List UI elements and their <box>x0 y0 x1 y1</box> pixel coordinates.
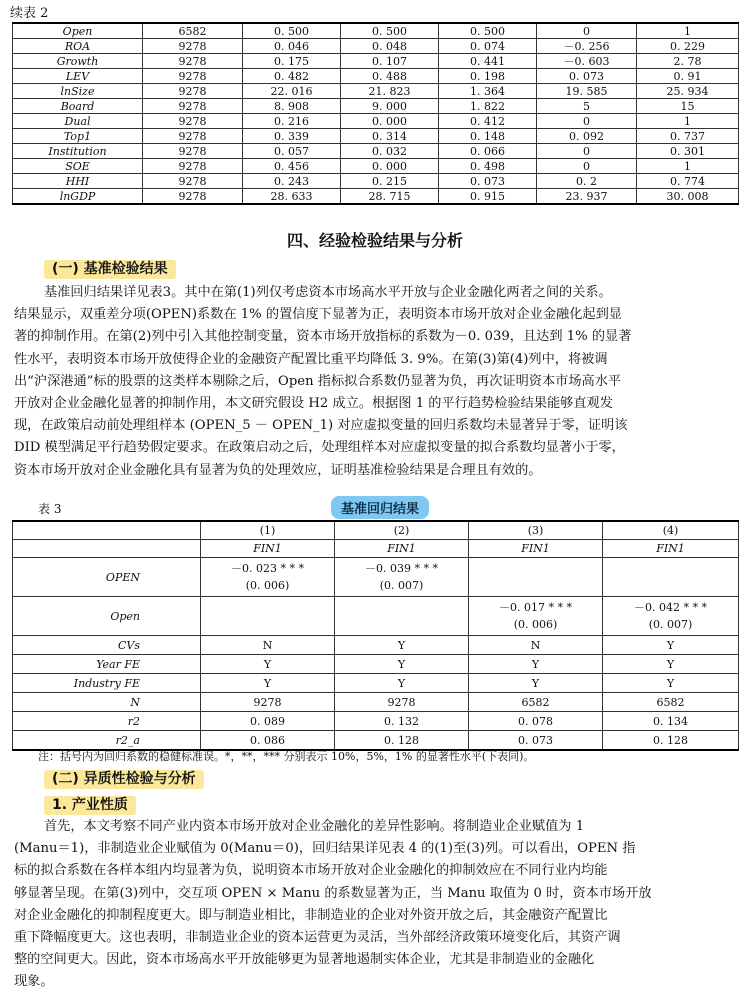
value-cell: 0. 128 <box>603 731 739 751</box>
standard-error: (0. 006) <box>513 618 558 631</box>
coefficient-value: －0. 017 * * * <box>499 601 572 614</box>
continued-table-label: 续表 2 <box>10 6 49 21</box>
stat-cell: 0. 000 <box>341 114 439 129</box>
stat-cell: 0. 91 <box>637 69 739 84</box>
stat-cell: 0 <box>537 23 637 39</box>
stat-cell: 9278 <box>143 114 243 129</box>
stat-cell: 0. 215 <box>341 174 439 189</box>
coefficient-cell <box>469 597 603 636</box>
stat-cell: 0. 500 <box>243 23 341 39</box>
row-label: OPEN <box>13 558 201 597</box>
stat-cell: 0. 482 <box>243 69 341 84</box>
row-label: r2 <box>13 712 201 731</box>
stat-cell: 9278 <box>143 99 243 114</box>
header-blank <box>13 521 201 540</box>
value-cell: Y <box>469 674 603 693</box>
table-row <box>13 540 739 558</box>
variable-name-cell: Board <box>13 99 143 114</box>
value-cell: Y <box>603 655 739 674</box>
variable-name-cell: Top1 <box>13 129 143 144</box>
variable-name-cell: Institution <box>13 144 143 159</box>
paragraph-line: 首先，本文考察不同产业内资本市场开放对企业金融化的差异性影响。将制造业企业赋值为 1 <box>44 819 585 834</box>
table-row <box>13 99 739 114</box>
table-row <box>13 39 739 54</box>
value-cell: Y <box>335 655 469 674</box>
value-cell: Y <box>603 636 739 655</box>
paragraph-line: 现象。 <box>14 974 54 990</box>
stat-cell: 9278 <box>143 69 243 84</box>
table-row <box>13 159 739 174</box>
stat-cell: 28. 715 <box>341 189 439 205</box>
row-label: CVs <box>13 636 201 655</box>
stat-cell: 0. 441 <box>439 54 537 69</box>
stat-cell: 0 <box>537 144 637 159</box>
table-row <box>13 693 739 712</box>
variable-name-cell: ROA <box>13 39 143 54</box>
stat-cell: 0. 046 <box>243 39 341 54</box>
variable-name-cell: HHI <box>13 174 143 189</box>
stat-cell: 0. 243 <box>243 174 341 189</box>
stat-cell: 0. 301 <box>637 144 739 159</box>
coefficient-cell <box>201 558 335 597</box>
table-row <box>13 655 739 674</box>
industry-paragraph <box>14 816 736 994</box>
subsection-heading-baseline <box>44 258 176 278</box>
paragraph-line: 整的空间更大。因此，资本市场高水平开放能够更为显著地遏制实体企业，尤其是非制造业的金融化 <box>14 952 595 968</box>
stat-cell: 9278 <box>143 174 243 189</box>
stat-cell: 0. 216 <box>243 114 341 129</box>
stat-cell: 0. 198 <box>439 69 537 84</box>
stat-cell: 0. 737 <box>637 129 739 144</box>
stat-cell: 2. 78 <box>637 54 739 69</box>
table-note: 注：括号内为回归系数的稳健标准误。*，**，*** 分别表示 10%，5%，1% 的显著性水平(下表同)。 <box>38 750 535 763</box>
paragraph-line: 资本市场开放对企业金融化具有显著为负的处理效应，证明基准检验结果是合理且有效的。 <box>14 462 542 478</box>
stat-cell: 0. 456 <box>243 159 341 174</box>
coefficient-cell <box>201 597 335 636</box>
column-number: (1) <box>201 521 335 540</box>
variable-name-cell: LEV <box>13 69 143 84</box>
coefficient-value: －0. 023 * * * <box>231 562 304 575</box>
table-row <box>13 189 739 205</box>
subsection-industry-label: 1. 产业性质 <box>44 796 136 815</box>
paragraph-line: 开放对企业金融化显著的抑制作用，本文研究假设 H2 成立。根据图 1 的平行趋势检验结果能够直观发 <box>14 396 613 412</box>
value-cell: 0. 073 <box>469 731 603 751</box>
paragraph-line: 著的抑制作用。在第(2)列中引入其他控制变量，资本市场开放指标的系数为－0. 039，且达到 1% 的显著 <box>14 329 632 345</box>
stat-cell: 0. 314 <box>341 129 439 144</box>
value-cell: Y <box>603 674 739 693</box>
dependent-variable: FIN1 <box>335 540 469 558</box>
stat-cell: 8. 908 <box>243 99 341 114</box>
descriptive-stats-table <box>12 22 739 205</box>
paragraph-line: 标的拟合系数在各样本组内均显著为负，说明资本市场开放对企业金融化的抑制效应在不同行业内均能 <box>14 863 608 879</box>
variable-name-cell: Dual <box>13 114 143 129</box>
coefficient-row <box>13 558 739 597</box>
stat-cell: 0. 175 <box>243 54 341 69</box>
stat-cell: 9278 <box>143 144 243 159</box>
coefficient-cell <box>469 558 603 597</box>
paragraph-line: 够显著呈现。在第(3)列中，交互项 OPEN × Manu 的系数显著为正，当 Manu 取值为 0 时，资本市场开放 <box>14 885 652 901</box>
table-row <box>13 174 739 189</box>
stat-cell: 0. 066 <box>439 144 537 159</box>
variable-name-cell: lnGDP <box>13 189 143 205</box>
paragraph-line: 性水平，表明资本市场开放使得企业的金融资产配置比重平均降低 3. 9%。在第(3)第(4)列中，将被调 <box>14 351 608 367</box>
standard-error: (0. 007) <box>379 579 424 592</box>
value-cell: Y <box>201 674 335 693</box>
baseline-paragraph <box>14 282 736 482</box>
stat-cell: 9. 000 <box>341 99 439 114</box>
stat-cell: 0. 488 <box>341 69 439 84</box>
stat-cell: 0 <box>537 114 637 129</box>
stat-cell: 15 <box>637 99 739 114</box>
stat-cell: 0. 915 <box>439 189 537 205</box>
paragraph-line: 基准回归结果详见表3。其中在第(1)列仅考虑资本市场高水平开放与企业金融化两者之间的关系。 <box>44 285 612 300</box>
value-cell: N <box>469 636 603 655</box>
value-cell: Y <box>201 655 335 674</box>
subsection-heading-industry <box>44 794 136 814</box>
table-row <box>13 129 739 144</box>
paragraph-line: 重下降幅度更大。这也表明，非制造业企业的资本运营更为灵活，当外部经济政策环境变化后，其资产调 <box>14 930 621 946</box>
row-label: Industry FE <box>13 674 201 693</box>
table3-title: 基准回归结果 <box>331 496 429 519</box>
stat-cell: 1 <box>637 114 739 129</box>
variable-name-cell: Growth <box>13 54 143 69</box>
stat-cell: 21. 823 <box>341 84 439 99</box>
paragraph-line: (Manu＝1)，非制造业企业赋值为 0(Manu＝0)，回归结果详见表 4 的(1)至(3)列。可以看出，OPEN 指 <box>14 841 636 857</box>
stat-cell: 0. 048 <box>341 39 439 54</box>
variable-name-cell: Open <box>13 23 143 39</box>
stat-cell: 0. 774 <box>637 174 739 189</box>
stat-cell: 0. 500 <box>439 23 537 39</box>
stat-cell: 0. 057 <box>243 144 341 159</box>
row-label: Year FE <box>13 655 201 674</box>
stat-cell: 9278 <box>143 159 243 174</box>
value-cell: 6582 <box>603 693 739 712</box>
stat-cell: 0. 073 <box>537 69 637 84</box>
value-cell: 0. 134 <box>603 712 739 731</box>
coefficient-cell <box>335 558 469 597</box>
stat-cell: －0. 603 <box>537 54 637 69</box>
stat-cell: 23. 937 <box>537 189 637 205</box>
value-cell: 9278 <box>335 693 469 712</box>
stat-cell: 0. 148 <box>439 129 537 144</box>
table-row <box>13 114 739 129</box>
row-label: N <box>13 693 201 712</box>
coefficient-value: －0. 039 * * * <box>365 562 438 575</box>
subsection-heterogeneity-label: (二) 异质性检验与分析 <box>44 770 204 789</box>
subsection-baseline-label: (一) 基准检验结果 <box>44 260 176 279</box>
table-row <box>13 144 739 159</box>
variable-name-cell: lnSize <box>13 84 143 99</box>
stat-cell: 22. 016 <box>243 84 341 99</box>
row-label: Open <box>13 597 201 636</box>
paragraph-line: 对企业金融化的抑制程度更大。即与制造业相比，非制造业的企业对外资开放之后，其金融资产配置比 <box>14 907 608 923</box>
column-number: (2) <box>335 521 469 540</box>
regression-table <box>12 520 739 751</box>
stat-cell: 1. 364 <box>439 84 537 99</box>
stat-cell: 0. 2 <box>537 174 637 189</box>
row-label: r2_a <box>13 731 201 751</box>
column-number: (3) <box>469 521 603 540</box>
table-row <box>13 521 739 540</box>
stat-cell: 9278 <box>143 54 243 69</box>
stat-cell: 0. 107 <box>341 54 439 69</box>
table3-label: 表 3 <box>38 502 62 516</box>
paragraph-line: 出“沪深港通”标的股票的这类样本剔除之后，Open 指标拟合系数仍显著为负，再次证明资本市场高水平 <box>14 373 622 389</box>
dependent-variable: FIN1 <box>469 540 603 558</box>
standard-error: (0. 006) <box>245 579 290 592</box>
stat-cell: 25. 934 <box>637 84 739 99</box>
standard-error: (0. 007) <box>648 618 693 631</box>
table-row <box>13 69 739 84</box>
paragraph-line: 结果显示，双重差分项(OPEN)系数在 1% 的置信度下显著为正，表明资本市场开放对企业金融化起到显 <box>14 307 622 323</box>
value-cell: Y <box>335 636 469 655</box>
value-cell: 9278 <box>201 693 335 712</box>
coefficient-cell <box>603 597 739 636</box>
stat-cell: 9278 <box>143 39 243 54</box>
stat-cell: 6582 <box>143 23 243 39</box>
coefficient-value: －0. 042 * * * <box>634 601 707 614</box>
stat-cell: 0. 229 <box>637 39 739 54</box>
stat-cell: 0 <box>537 159 637 174</box>
stat-cell: 0. 073 <box>439 174 537 189</box>
table-row <box>13 23 739 39</box>
stat-cell: 0. 000 <box>341 159 439 174</box>
stat-cell: 0. 092 <box>537 129 637 144</box>
value-cell: N <box>201 636 335 655</box>
subsection-heading-heterogeneity <box>44 768 204 788</box>
stat-cell: 28. 633 <box>243 189 341 205</box>
table-row <box>13 636 739 655</box>
value-cell: 0. 089 <box>201 712 335 731</box>
stat-cell: 0. 032 <box>341 144 439 159</box>
section-title: 四、经验检验结果与分析 <box>286 231 463 250</box>
stat-cell: 1 <box>637 159 739 174</box>
stat-cell: －0. 256 <box>537 39 637 54</box>
value-cell: 0. 128 <box>335 731 469 751</box>
value-cell: 0. 132 <box>335 712 469 731</box>
value-cell: Y <box>335 674 469 693</box>
stat-cell: 5 <box>537 99 637 114</box>
value-cell: Y <box>469 655 603 674</box>
table-row <box>13 674 739 693</box>
coefficient-cell <box>335 597 469 636</box>
variable-name-cell: SOE <box>13 159 143 174</box>
stat-cell: 30. 008 <box>637 189 739 205</box>
paragraph-line: DID 模型满足平行趋势假定要求。在政策启动之后，处理组样本对应虚拟变量的拟合系数均显著小于零， <box>14 440 625 456</box>
stat-cell: 1. 822 <box>439 99 537 114</box>
value-cell: 0. 078 <box>469 712 603 731</box>
stat-cell: 19. 585 <box>537 84 637 99</box>
stat-cell: 0. 500 <box>341 23 439 39</box>
stat-cell: 9278 <box>143 84 243 99</box>
value-cell: 0. 086 <box>201 731 335 751</box>
stat-cell: 9278 <box>143 129 243 144</box>
stat-cell: 0. 074 <box>439 39 537 54</box>
stat-cell: 9278 <box>143 189 243 205</box>
stat-cell: 0. 498 <box>439 159 537 174</box>
header-blank <box>13 540 201 558</box>
column-number: (4) <box>603 521 739 540</box>
paragraph-line: 现，在政策启动前处理组样本 (OPEN_5 － OPEN_1) 对应虚拟变量的回归系数均未显著异于零，证明该 <box>14 418 628 434</box>
value-cell: 6582 <box>469 693 603 712</box>
coefficient-cell <box>603 558 739 597</box>
stat-cell: 0. 339 <box>243 129 341 144</box>
table-row <box>13 84 739 99</box>
stat-cell: 1 <box>637 23 739 39</box>
stat-cell: 0. 412 <box>439 114 537 129</box>
table-row <box>13 54 739 69</box>
coefficient-row <box>13 597 739 636</box>
dependent-variable: FIN1 <box>603 540 739 558</box>
dependent-variable: FIN1 <box>201 540 335 558</box>
table-row <box>13 712 739 731</box>
